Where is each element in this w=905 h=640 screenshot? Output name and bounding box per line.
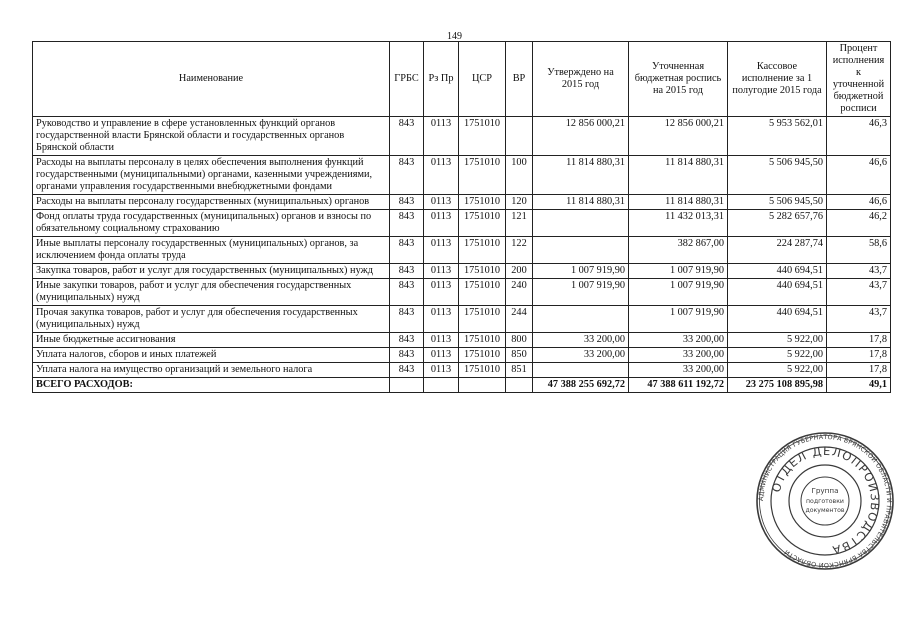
table-row [33, 237, 891, 264]
office-stamp [755, 431, 895, 571]
row-vr: 850 [506, 348, 533, 363]
row-csr: 1751010 [459, 210, 506, 237]
row-rzpr: 0113 [424, 237, 459, 264]
row-cash: 440 694,51 [728, 306, 827, 333]
row-percent: 43,7 [827, 279, 891, 306]
row-percent: 46,3 [827, 117, 891, 156]
row-approved [533, 237, 629, 264]
row-approved: 1 007 919,90 [533, 279, 629, 306]
row-grbs: 843 [390, 333, 424, 348]
total-csr [459, 378, 506, 393]
row-refined: 11 814 880,31 [629, 195, 728, 210]
total-label: ВСЕГО РАСХОДОВ: [33, 378, 390, 393]
stamp-outer-text: АДМИНИСТРАЦИЯ ГУБЕРНАТОРА БРЯНСКОЙ ОБЛАСТИ И ПРАВИТЕЛЬСТВА БРЯНСКОЙ ОБЛАСТИ [756, 432, 894, 570]
row-name: Руководство и управление в сфере установленных функций органов государственной власти Брянской области и государственных органов Брянской области [33, 117, 390, 156]
row-refined: 33 200,00 [629, 348, 728, 363]
row-name: Расходы на выплаты персоналу государственных (муниципальных) органов [33, 195, 390, 210]
row-refined: 1 007 919,90 [629, 264, 728, 279]
row-name: Фонд оплаты труда государственных (муниципальных) органов и взносы по обязательному социальному страхованию [33, 210, 390, 237]
row-vr [506, 117, 533, 156]
stamp-center-line1: Группа [811, 486, 839, 495]
row-cash: 5 282 657,76 [728, 210, 827, 237]
row-vr: 800 [506, 333, 533, 348]
row-approved: 33 200,00 [533, 348, 629, 363]
row-percent: 17,8 [827, 333, 891, 348]
row-refined: 33 200,00 [629, 363, 728, 378]
row-csr: 1751010 [459, 156, 506, 195]
row-csr: 1751010 [459, 117, 506, 156]
row-grbs: 843 [390, 156, 424, 195]
row-percent: 43,7 [827, 306, 891, 333]
table-row [33, 333, 891, 348]
row-grbs: 843 [390, 117, 424, 156]
row-cash: 5 922,00 [728, 333, 827, 348]
row-cash: 5 506 945,50 [728, 195, 827, 210]
row-rzpr: 0113 [424, 333, 459, 348]
header-csr: ЦСР [459, 42, 506, 117]
table-row [33, 195, 891, 210]
row-vr: 120 [506, 195, 533, 210]
row-approved: 11 814 880,31 [533, 195, 629, 210]
row-vr: 100 [506, 156, 533, 195]
row-grbs: 843 [390, 348, 424, 363]
row-refined: 12 856 000,21 [629, 117, 728, 156]
row-grbs: 843 [390, 237, 424, 264]
row-rzpr: 0113 [424, 306, 459, 333]
row-csr: 1751010 [459, 279, 506, 306]
row-name: Иные бюджетные ассигнования [33, 333, 390, 348]
row-percent: 46,2 [827, 210, 891, 237]
table-row [33, 306, 891, 333]
page-number: 149 [447, 31, 462, 42]
header-vr: ВР [506, 42, 533, 117]
row-name: Иные выплаты персоналу государственных (муниципальных) органов, за исключением фонда оплаты труда [33, 237, 390, 264]
row-cash: 5 953 562,01 [728, 117, 827, 156]
row-approved [533, 210, 629, 237]
row-csr: 1751010 [459, 363, 506, 378]
header-grbs: ГРБС [390, 42, 424, 117]
row-percent: 17,8 [827, 363, 891, 378]
row-refined: 382 867,00 [629, 237, 728, 264]
row-name: Закупка товаров, работ и услуг для государственных (муниципальных) нужд [33, 264, 390, 279]
row-rzpr: 0113 [424, 117, 459, 156]
row-vr: 200 [506, 264, 533, 279]
row-csr: 1751010 [459, 264, 506, 279]
table-row [33, 348, 891, 363]
row-cash: 5 922,00 [728, 363, 827, 378]
row-name: Уплата налогов, сборов и иных платежей [33, 348, 390, 363]
stamp-inner-text: ОТДЕЛ ДЕЛОПРОИЗВОДСТВА [768, 443, 883, 558]
row-refined: 1 007 919,90 [629, 279, 728, 306]
row-grbs: 843 [390, 210, 424, 237]
row-csr: 1751010 [459, 333, 506, 348]
total-approved: 47 388 255 692,72 [533, 378, 629, 393]
stamp-center-line3: документов [805, 507, 845, 514]
row-cash: 5 506 945,50 [728, 156, 827, 195]
total-grbs [390, 378, 424, 393]
header-refined: Уточненная бюджетная роспись на 2015 год [629, 42, 728, 117]
header-name: Наименование [33, 42, 390, 117]
total-vr [506, 378, 533, 393]
row-rzpr: 0113 [424, 348, 459, 363]
row-vr: 244 [506, 306, 533, 333]
row-approved: 33 200,00 [533, 333, 629, 348]
header-percent: Процент исполнения к уточненной бюджетной росписи [827, 42, 891, 117]
row-vr: 851 [506, 363, 533, 378]
row-refined: 11 814 880,31 [629, 156, 728, 195]
row-rzpr: 0113 [424, 210, 459, 237]
row-grbs: 843 [390, 279, 424, 306]
total-percent: 49,1 [827, 378, 891, 393]
row-csr: 1751010 [459, 306, 506, 333]
row-vr: 122 [506, 237, 533, 264]
header-rzpr: Рз Пр [424, 42, 459, 117]
row-grbs: 843 [390, 264, 424, 279]
row-percent: 17,8 [827, 348, 891, 363]
row-vr: 240 [506, 279, 533, 306]
row-refined: 33 200,00 [629, 333, 728, 348]
row-csr: 1751010 [459, 348, 506, 363]
header-cash: Кассовое исполнение за 1 полугодие 2015 года [728, 42, 827, 117]
row-approved: 12 856 000,21 [533, 117, 629, 156]
total-cash: 23 275 108 895,98 [728, 378, 827, 393]
row-name: Иные закупки товаров, работ и услуг для обеспечения государственных (муниципальных) нужд [33, 279, 390, 306]
row-approved: 1 007 919,90 [533, 264, 629, 279]
table-row [33, 279, 891, 306]
row-cash: 440 694,51 [728, 264, 827, 279]
row-rzpr: 0113 [424, 264, 459, 279]
total-refined: 47 388 611 192,72 [629, 378, 728, 393]
row-approved [533, 363, 629, 378]
stamp-center-line2: подготовки [806, 498, 844, 505]
row-cash: 224 287,74 [728, 237, 827, 264]
row-rzpr: 0113 [424, 195, 459, 210]
row-approved [533, 306, 629, 333]
header-approved: Утверждено на 2015 год [533, 42, 629, 117]
row-grbs: 843 [390, 363, 424, 378]
row-percent: 58,6 [827, 237, 891, 264]
row-name: Прочая закупка товаров, работ и услуг для обеспечения государственных (муниципальных) нужд [33, 306, 390, 333]
row-cash: 5 922,00 [728, 348, 827, 363]
row-percent: 46,6 [827, 195, 891, 210]
total-row [33, 378, 891, 393]
row-name: Уплата налога на имущество организаций и земельного налога [33, 363, 390, 378]
row-csr: 1751010 [459, 195, 506, 210]
table-row [33, 363, 891, 378]
budget-execution-table [32, 41, 891, 393]
row-refined: 1 007 919,90 [629, 306, 728, 333]
row-grbs: 843 [390, 306, 424, 333]
row-name: Расходы на выплаты персоналу в целях обеспечения выполнения функций государственными (муниципальными) органами, казенными учреждениями, органами управления государственными внебюджетными фондами [33, 156, 390, 195]
row-grbs: 843 [390, 195, 424, 210]
row-rzpr: 0113 [424, 279, 459, 306]
row-vr: 121 [506, 210, 533, 237]
total-rzpr [424, 378, 459, 393]
row-refined: 11 432 013,31 [629, 210, 728, 237]
table-header-row [33, 42, 891, 117]
row-percent: 46,6 [827, 156, 891, 195]
row-cash: 440 694,51 [728, 279, 827, 306]
table-row [33, 210, 891, 237]
row-approved: 11 814 880,31 [533, 156, 629, 195]
table-row [33, 117, 891, 156]
row-csr: 1751010 [459, 237, 506, 264]
table-row [33, 264, 891, 279]
row-rzpr: 0113 [424, 156, 459, 195]
table-row [33, 156, 891, 195]
row-rzpr: 0113 [424, 363, 459, 378]
row-percent: 43,7 [827, 264, 891, 279]
